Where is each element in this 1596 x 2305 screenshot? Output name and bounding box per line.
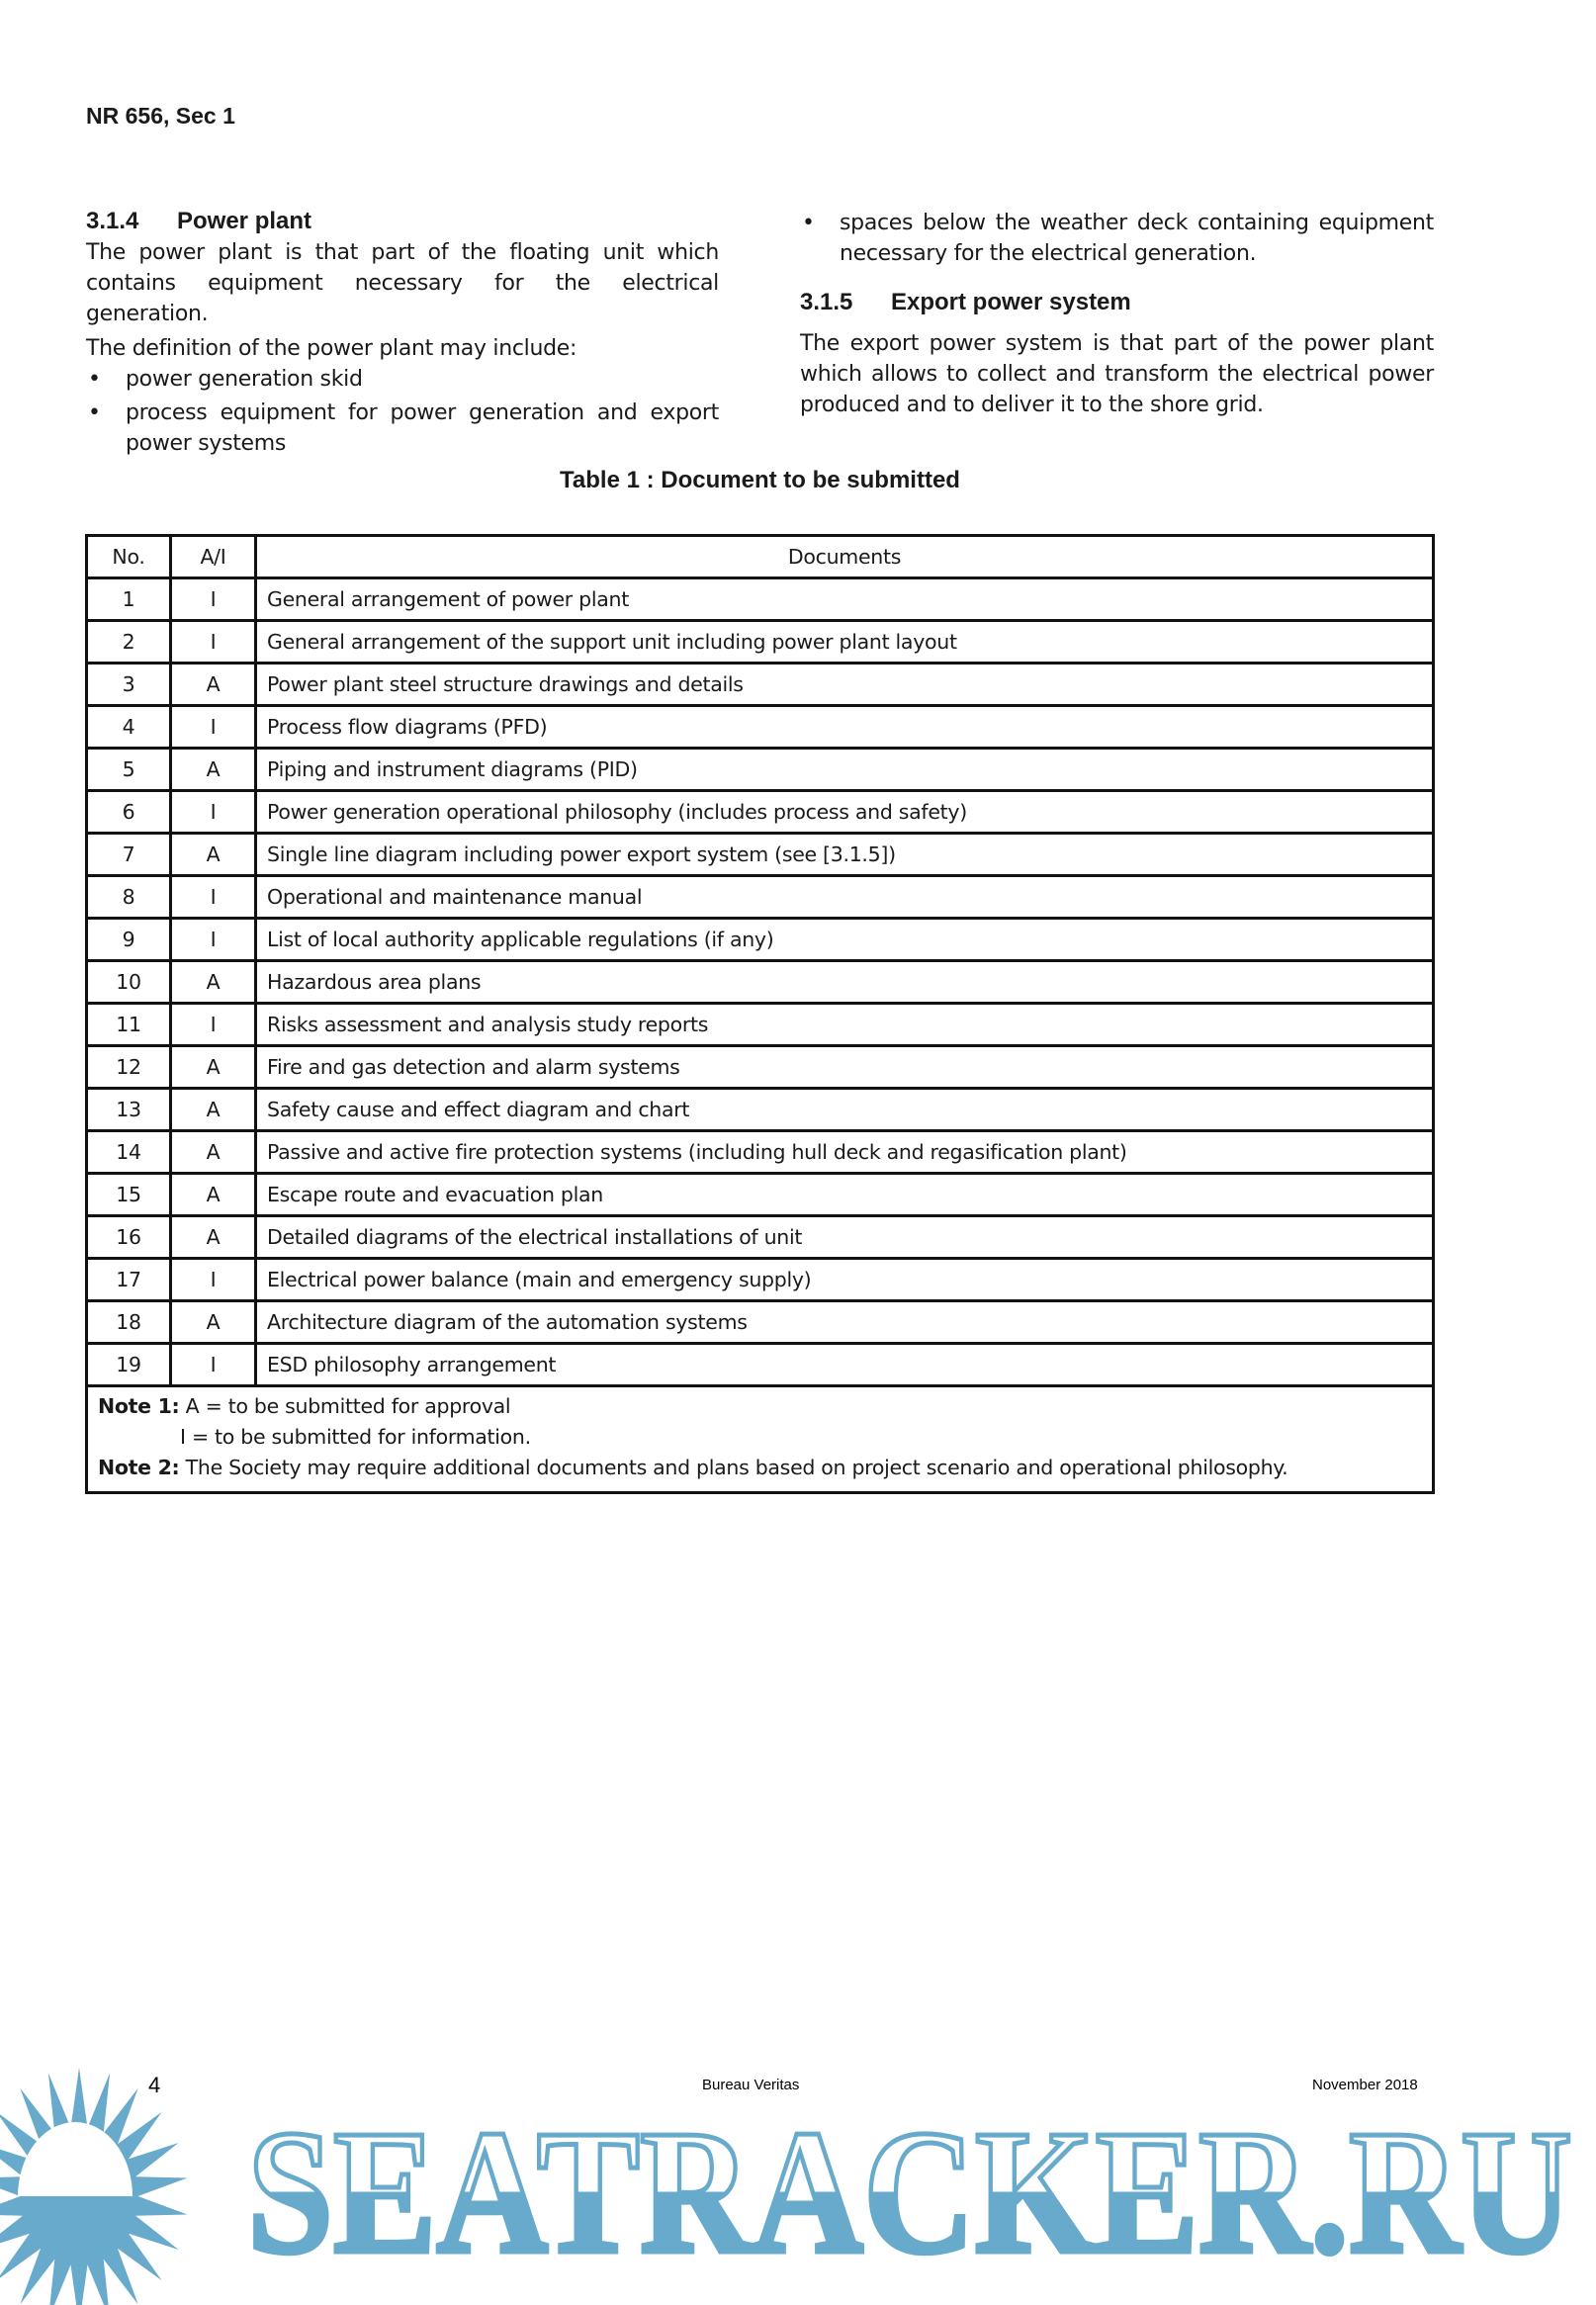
paragraph: The export power system is that part of the power plant which allows to collect and transform the electrical power produced and to deliver it to the shore grid. (800, 331, 1434, 417)
table-row (87, 1216, 1434, 1259)
row-document: General arrangement of power plant (256, 578, 1434, 621)
paragraph: The power plant is that part of the floating unit which contains equipment necessary for the electrical generation. (86, 240, 719, 326)
note2-label: Note 2: (98, 1456, 180, 1479)
row-ai: I (171, 1004, 256, 1046)
table-row (87, 578, 1434, 621)
row-ai: I (171, 1259, 256, 1301)
table-row (87, 621, 1434, 664)
footer-date: November 2018 (1312, 2077, 1418, 2093)
table-row (87, 961, 1434, 1004)
row-ai: I (171, 791, 256, 834)
row-ai: A (171, 1174, 256, 1216)
right-column (800, 208, 1434, 420)
table-row (87, 749, 1434, 791)
row-document: Architecture diagram of the automation systems (256, 1301, 1434, 1344)
row-no: 10 (87, 961, 171, 1004)
row-document: Single line diagram including power export system (see [3.1.5]) (256, 834, 1434, 876)
bullet-item: • process equipment for power generation and export power systems (86, 398, 719, 459)
row-document: Power generation operational philosophy (includes process and safety) (256, 791, 1434, 834)
row-no: 6 (87, 791, 171, 834)
row-no: 17 (87, 1259, 171, 1301)
row-document: General arrangement of the support unit including power plant layout (256, 621, 1434, 664)
row-ai: A (171, 1216, 256, 1259)
row-ai: A (171, 834, 256, 876)
watermark-text: SEATRACKER.RU (247, 2093, 1572, 2290)
seatracker-watermark (0, 2067, 1596, 2305)
row-no: 16 (87, 1216, 171, 1259)
row-no: 13 (87, 1089, 171, 1131)
row-ai: I (171, 621, 256, 664)
row-document: ESD philosophy arrangement (256, 1344, 1434, 1386)
table-row (87, 791, 1434, 834)
row-no: 3 (87, 664, 171, 706)
row-document: Risks assessment and analysis study reports (256, 1004, 1434, 1046)
running-header: NR 656, Sec 1 (86, 103, 235, 129)
row-no: 12 (87, 1046, 171, 1089)
row-ai: I (171, 876, 256, 919)
row-document: Operational and maintenance manual (256, 876, 1434, 919)
left-column (86, 208, 719, 459)
section-heading-3-1-5 (800, 289, 1434, 316)
header-no: No. (87, 536, 171, 578)
row-document: Piping and instrument diagrams (PID) (256, 749, 1434, 791)
table-row (87, 1089, 1434, 1131)
row-no: 11 (87, 1004, 171, 1046)
row-ai: I (171, 578, 256, 621)
row-document: Detailed diagrams of the electrical installations of unit (256, 1216, 1434, 1259)
row-ai: A (171, 1131, 256, 1174)
header-documents: Documents (256, 536, 1434, 578)
row-document: Fire and gas detection and alarm systems (256, 1046, 1434, 1089)
documents-table (85, 534, 1435, 1494)
row-document: List of local authority applicable regulations (if any) (256, 919, 1434, 961)
table-title: Table 1 : Document to be submitted (560, 467, 960, 493)
table-notes-row (87, 1386, 1434, 1493)
table-row (87, 1004, 1434, 1046)
section-title: Power plant (177, 208, 312, 234)
table-row (87, 664, 1434, 706)
note1-label: Note 1: (98, 1394, 180, 1418)
section-title: Export power system (891, 289, 1131, 315)
section-heading-3-1-4 (86, 208, 719, 235)
sun-logo-icon (0, 2068, 187, 2305)
row-no: 15 (87, 1174, 171, 1216)
note1-a: A = to be submitted for approval (185, 1394, 511, 1418)
row-ai: A (171, 1301, 256, 1344)
row-no: 9 (87, 919, 171, 961)
footer-publisher: Bureau Veritas (702, 2077, 800, 2093)
table-row (87, 1259, 1434, 1301)
row-no: 18 (87, 1301, 171, 1344)
row-no: 19 (87, 1344, 171, 1386)
table-row (87, 1046, 1434, 1089)
row-document: Hazardous area plans (256, 961, 1434, 1004)
table-row (87, 1344, 1434, 1386)
row-ai: A (171, 1089, 256, 1131)
row-ai: I (171, 919, 256, 961)
row-document: Passive and active fire protection systems (including hull deck and regasification plant) (256, 1131, 1434, 1174)
page-number: 4 (148, 2073, 161, 2097)
note2-text: The Society may require additional documents and plans based on project scenario and operational philosophy. (185, 1456, 1288, 1479)
table-header-row (87, 536, 1434, 578)
section-number: 3.1.5 (800, 289, 853, 315)
table-notes (87, 1386, 1434, 1493)
row-ai: A (171, 749, 256, 791)
row-ai: A (171, 961, 256, 1004)
row-no: 2 (87, 621, 171, 664)
row-ai: A (171, 1046, 256, 1089)
table-row (87, 706, 1434, 749)
table-row (87, 919, 1434, 961)
table-row (87, 834, 1434, 876)
row-document: Power plant steel structure drawings and details (256, 664, 1434, 706)
bullet-item: • spaces below the weather deck containing equipment necessary for the electrical generation. (800, 208, 1434, 269)
table-row (87, 1174, 1434, 1216)
row-no: 8 (87, 876, 171, 919)
bullet-item: • power generation skid (86, 364, 719, 395)
table-row (87, 876, 1434, 919)
row-document: Process flow diagrams (PFD) (256, 706, 1434, 749)
row-ai: A (171, 664, 256, 706)
row-no: 7 (87, 834, 171, 876)
row-no: 14 (87, 1131, 171, 1174)
paragraph: The definition of the power plant may include: (86, 336, 577, 361)
row-ai: I (171, 706, 256, 749)
row-document: Escape route and evacuation plan (256, 1174, 1434, 1216)
row-ai: I (171, 1344, 256, 1386)
header-ai: A/I (171, 536, 256, 578)
row-no: 5 (87, 749, 171, 791)
section-number: 3.1.4 (86, 208, 139, 234)
row-document: Safety cause and effect diagram and chart (256, 1089, 1434, 1131)
table-row (87, 1301, 1434, 1344)
row-no: 4 (87, 706, 171, 749)
table-row (87, 1131, 1434, 1174)
row-no: 1 (87, 578, 171, 621)
note1-i: I = to be submitted for information. (180, 1425, 531, 1449)
row-document: Electrical power balance (main and emergency supply) (256, 1259, 1434, 1301)
